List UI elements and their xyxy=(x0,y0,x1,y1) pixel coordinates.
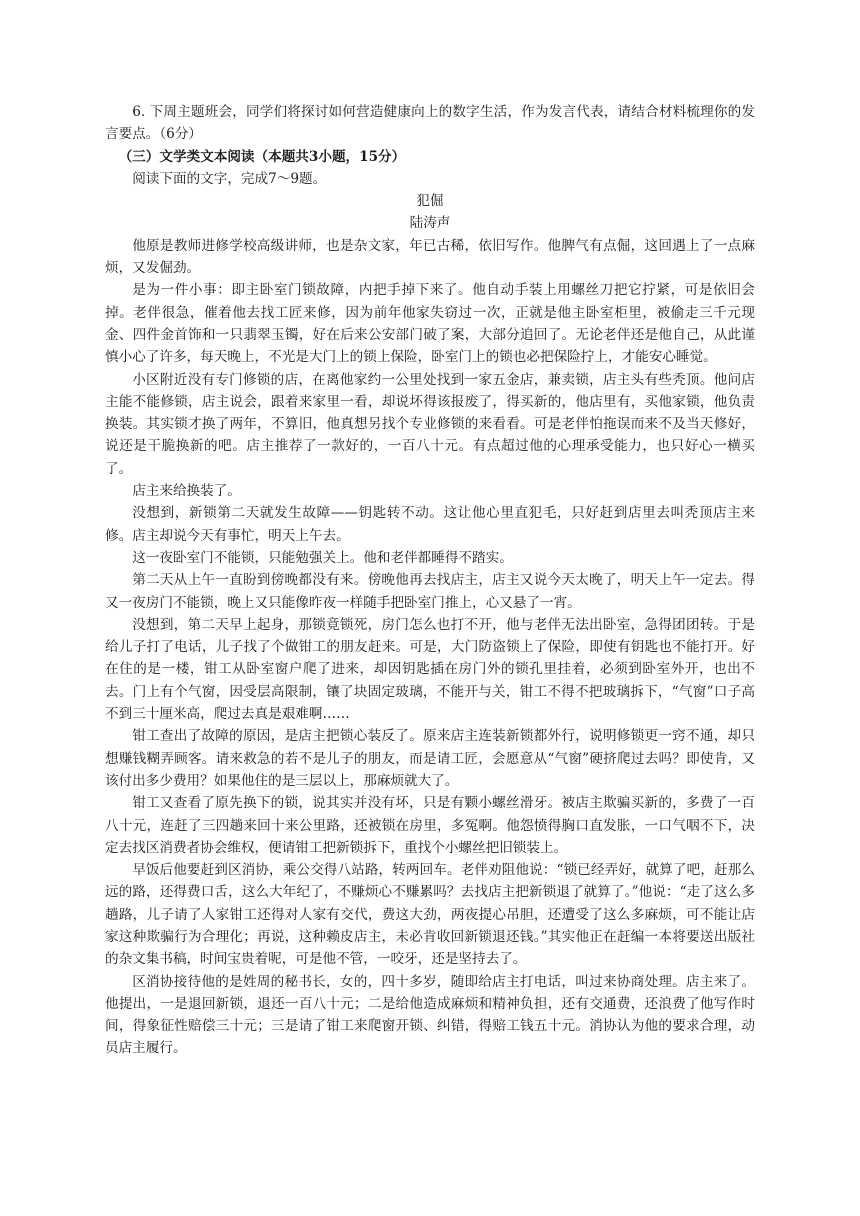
story-paragraph: 店主来给换装了。 xyxy=(132,483,241,500)
story-author: 陆涛声 xyxy=(409,215,451,232)
story-paragraph: 没想到，第二天早上起身，那锁竟锁死，房门怎么也打不开，他与老伴无法出卧室，急得团团转。于是给儿子打了电话，儿子找了个做钳工的朋友赶来。可是，大门防盗锁上了保险，即使有钥匙也不能打开。好在住的是一楼，钳工从卧室窗户爬了进来，却因钥匙插在房门外的锁孔里挂着，必须到卧室外开，也出不去。门上有个气窗，因受层高限制，镶了块固定玻璃，不能开与关，钳工不得不把玻璃拆下，“气窗”口子高不到三十厘米高，爬过去真是艰难啊…… xyxy=(105,616,755,723)
story-paragraph: 他原是教师进修学校高级讲师，也是杂文家，年已古稀，依旧写作。他脾气有点倔，这回遇上了一点麻烦，又发倔劲。 xyxy=(105,237,755,277)
section-heading: （三）文学类文本阅读（本题共3小题，15分） xyxy=(118,148,406,165)
story-paragraph: 钳工又查看了原先换下的锁，说其实并没有坏，只是有颗小螺丝滑牙。被店主欺骗买新的，多费了一百八十元，连赶了三四趟来回十来公里路，还被锁在房里，多冤啊。他怨愤得胸口直发胀，一口气咽不下，决定去找区消费者协会维权，便请钳工把新锁拆下，重找个小螺丝把旧锁装上。 xyxy=(105,795,755,856)
story-body xyxy=(105,235,755,1060)
story-paragraph: 小区附近没有专门修锁的店，在离他家约一公里处找到一家五金店，兼卖锁，店主头有些秃顶。他问店主能不能修锁，店主说会，跟着来家里一看，却说坏得该报废了，得买新的，他店里有，买他家锁，他负责换装。其实锁才换了两年，不算旧，他真想另找个专业修锁的来看看。可是老伴怕拖误而来不及当天修好，说还是干脆换新的吧。店主推荐了一款好的，一百八十元。有点超过他的心理承受能力，也只好心一横买了。 xyxy=(105,371,755,477)
question-6: 6. 下周主题班会，同学们将探讨如何营造健康向上的数字生活，作为发言代表，请结合材料梳理你的发言要点。（6分） xyxy=(105,104,755,143)
story-paragraph: 区消协接待他的是姓周的秘书长，女的，四十多岁，随即给店主打电话，叫过来协商处理。店主来了。他提出，一是退回新锁，退还一百八十元；二是给他造成麻烦和精神负担，还有交通费，还浪费了他写作时间，得象征性赔偿三十元；三是请了钳工来爬窗开锁、纠错，得赔工钱五十元。消协认为他的要求合理，动员店主履行。 xyxy=(105,973,755,1057)
story-paragraph: 第二天从上午一直盼到傍晚都没有来。傍晚他再去找店主，店主又说今天太晚了，明天上午一定去。得又一夜房门不能锁，晚上又只能像昨夜一样随手把卧室门推上，心又悬了一宵。 xyxy=(105,572,755,611)
story-paragraph: 是为一件小事：即主卧室门锁故障，内把手掉下来了。他自动手装上用螺丝刀把它拧紧，可是依旧会掉。老伴很急，催着他去找工匠来修，因为前年他家失窃过一次，正就是他主卧室柜里，被偷走三千元现金、四件金首饰和一只翡翠玉镯，好在后来公安部门破了案，大部分追回了。无论老伴还是他自己，从此谨慎小心了许多，每天晚上，不光是大门上的锁上保险，卧室门上的锁也必把保险拧上，才能安心睡觉。 xyxy=(105,282,755,366)
story-title: 犯倔 xyxy=(416,193,444,210)
story-paragraph: 没想到，新锁第二天就发生故障——钥匙转不动。这让他心里直犯毛，只好赶到店里去叫秃顶店主来修。店主却说今天有事忙，明天上午去。 xyxy=(105,505,755,544)
story-paragraph: 这一夜卧室门不能锁，只能勉强关上。他和老伴都睡得不踏实。 xyxy=(132,549,513,566)
story-paragraph: 早饭后他要赶到区消协，乘公交得八站路，转两回车。老伴劝阻他说：“锁已经弄好，就算了吧，赶那么远的路，还得费口舌，这么大年纪了，不赚烦心不赚累吗？去找店主把新锁退了就算了。”他说：“走了这么多趟路，儿子请了人家钳工还得对人家有交代，费这大劲，两夜提心吊胆，还遭受了这么多麻烦，可不能让店家这种欺骗行为合理化；再说，这种赖皮店主，未必肯收回新锁退还钱。”其实他正在赶编一本将要送出版社的杂文集书稿，时间宝贵着呢，可是他不管，一咬牙，还是坚持去了。 xyxy=(105,862,755,968)
instruction-text: 阅读下面的文字，完成7～9题。 xyxy=(132,170,327,187)
story-paragraph: 钳工查出了故障的原因，是店主把锁心装反了。原来店主连装新锁都外行，说明修锁更一窍不通，却只想赚钱糊弄顾客。请来救急的若不是儿子的朋友，而是请工匠，会愿意从“气窗”硬挤爬过去吗？即使肯，又该付出多少费用？如果他住的是三层以上，那麻烦就大了。 xyxy=(105,728,755,789)
